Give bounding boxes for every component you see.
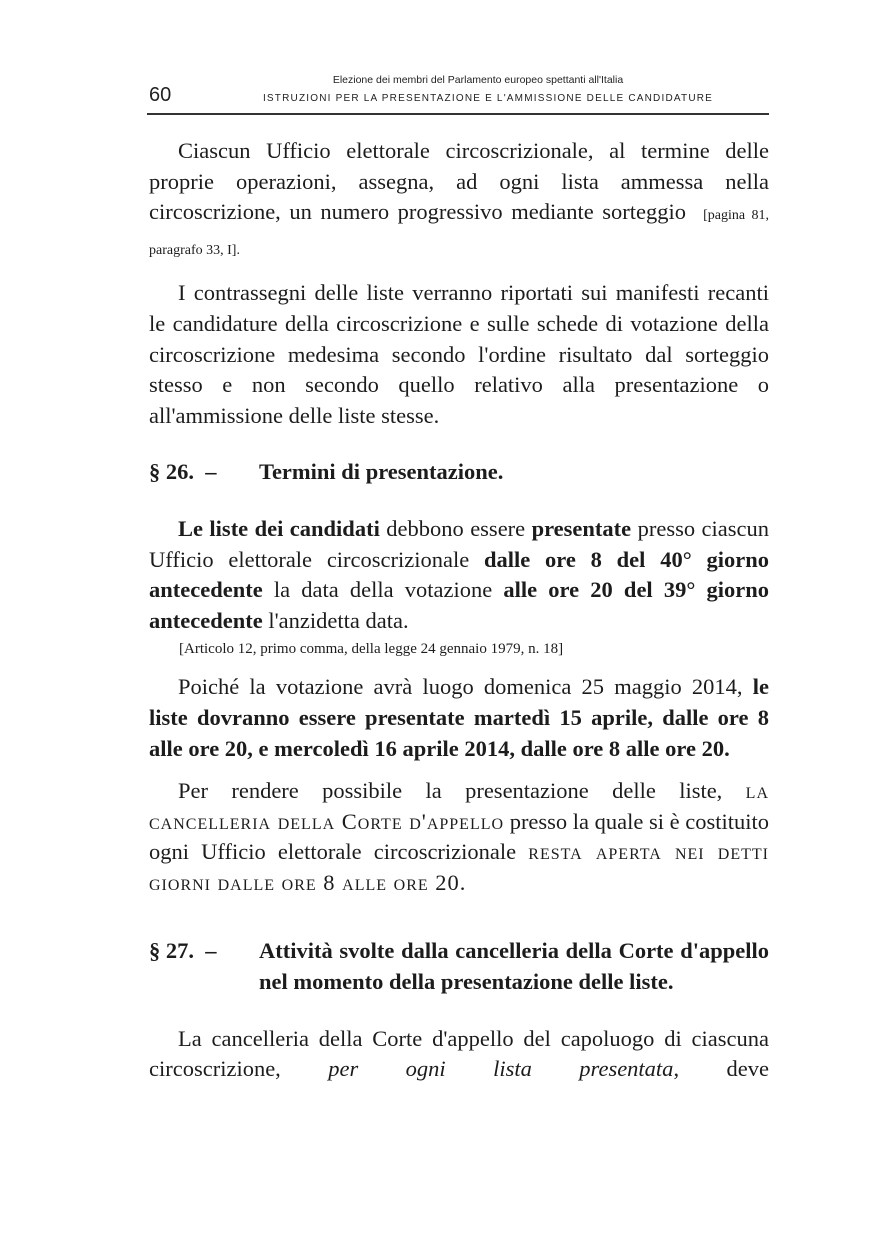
page-body: [149, 136, 769, 1085]
section-title: Termini di presentazione.: [259, 459, 504, 485]
paragraph-date-presentazione: Poiché la votazione avrà luogo domenica 25 maggio 2014, le liste dovranno essere presentate martedì 15 aprile, dalle ore 8 alle ore 20, e mercoledì 16 aprile 2014, dalle ore 8 alle ore 20.: [149, 674, 769, 761]
section-number: § 26. –: [149, 459, 217, 485]
header-rule: [147, 113, 769, 115]
page-number: 60: [149, 84, 172, 106]
header-subtitle: ISTRUZIONI PER LA PRESENTAZIONE E L'AMMISSIONE DELLE CANDIDATURE: [262, 93, 714, 104]
paragraph-attivita: La cancelleria della Corte d'appello del capoluogo di ciascuna circoscrizione, per ogni lista presentata, deve: [149, 1025, 769, 1082]
paragraph-termini: Le liste dei candidati debbono essere presentate presso ciascun Ufficio elettorale circoscrizionale dalle ore 8 del 40° giorno antecedente la data della votazione alle ore 20 del 39° giorno antecedente l'anzidetta data.: [149, 515, 769, 633]
paragraph-sorteggio: Ciascun Ufficio elettorale circoscrizionale, al termine delle proprie operazioni, assegna, ad ogni lista ammessa nella circoscrizione, un numero progressivo mediante sorteggio [pagina 81, paragrafo 33, I].: [149, 138, 769, 258]
paragraph-contrassegni: I contrassegni delle liste verranno riportati sui manifesti recanti le candidature della circoscrizione e sulle schede di votazione della circoscrizione medesima secondo l'ordine risultato dal sorteggio stesso e non secondo quello relativo alla presentazione o all'ammissione delle liste stesse.: [149, 280, 769, 428]
section-number: § 27. –: [149, 938, 217, 964]
header-title: Elezione dei membri del Parlamento europeo spettanti all'Italia: [332, 74, 624, 86]
section-heading-27: [149, 936, 769, 997]
paragraph-cancelleria-apertura: Per rendere possibile la presentazione delle liste, la cancelleria della Corte d'appello presso la quale si è costituito ogni Ufficio elettorale circoscrizionale resta aperta nei detti giorni dalle ore 8 alle ore 20.: [149, 778, 770, 895]
cross-reference: [pagina 81, paragrafo 33, I].: [149, 208, 769, 258]
section-heading-26: [149, 457, 769, 488]
legal-citation: [Articolo 12, primo comma, della legge 24 gennaio 1979, n. 18]: [179, 641, 564, 658]
section-title: Attività svolte dalla cancelleria della Corte d'appello nel momento della presentazione delle liste.: [259, 938, 769, 995]
running-header: [147, 72, 769, 116]
